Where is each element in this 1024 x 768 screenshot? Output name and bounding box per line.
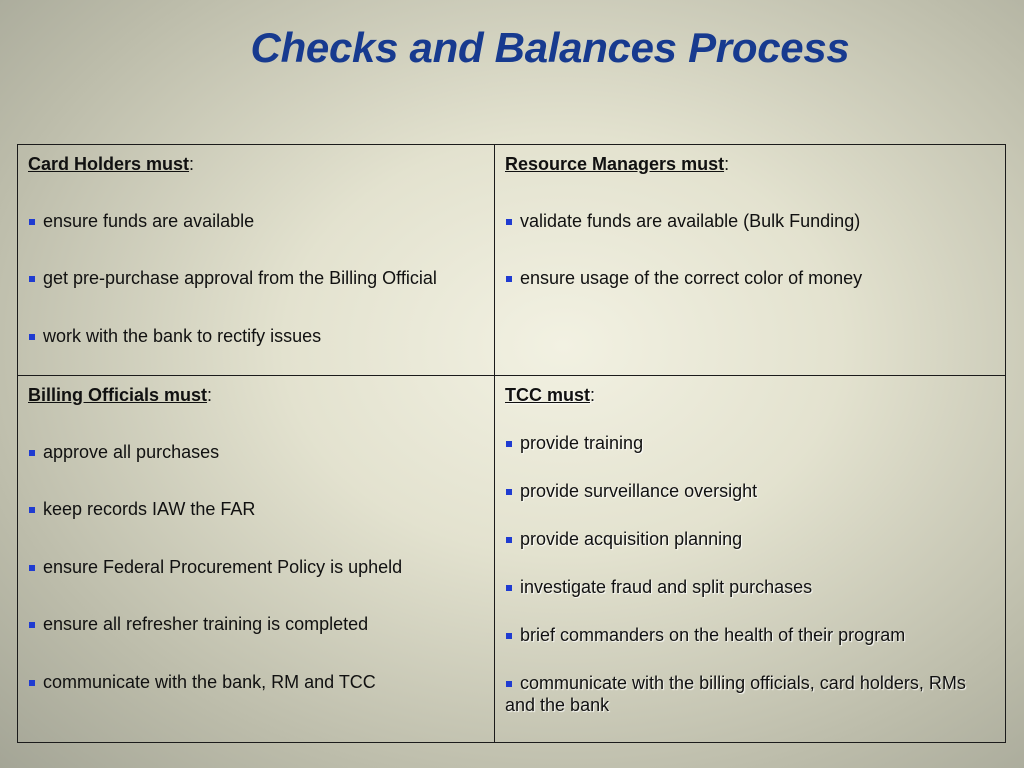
list-item-text: validate funds are available (Bulk Funding) [520, 211, 861, 231]
square-bullet-icon [29, 450, 35, 456]
billing-officials-cell [18, 376, 495, 742]
list-item [505, 624, 995, 646]
square-bullet-icon [506, 219, 512, 225]
billing-officials-heading-colon: : [207, 385, 213, 405]
list-item [28, 671, 484, 693]
list-item [505, 210, 995, 232]
billing-officials-list [28, 441, 484, 693]
square-bullet-icon [29, 622, 35, 628]
square-bullet-icon [506, 585, 512, 591]
list-item-text: investigate fraud and split purchases [520, 577, 813, 597]
list-item [505, 432, 995, 454]
tcc-heading-text: TCC must [505, 385, 590, 405]
square-bullet-icon [506, 441, 512, 447]
square-bullet-icon [29, 680, 35, 686]
card-holders-heading-colon: : [189, 154, 195, 174]
square-bullet-icon [506, 633, 512, 639]
card-holders-list [28, 210, 484, 347]
list-item-text: provide acquisition planning [520, 529, 743, 549]
list-item [505, 480, 995, 502]
list-item-text: ensure all refresher training is completed [43, 614, 369, 635]
list-item-text: communicate with the bank, RM and TCC [43, 671, 376, 692]
list-item-text: keep records IAW the FAR [43, 499, 256, 520]
card-holders-heading-text: Card Holders must [28, 154, 190, 174]
list-item-text: provide surveillance oversight [520, 481, 758, 501]
list-item-text: brief commanders on the health of their program [520, 625, 906, 645]
list-item [28, 210, 484, 232]
tcc-cell [495, 376, 1005, 742]
list-item [28, 613, 484, 635]
billing-officials-heading [28, 384, 484, 406]
tcc-heading [505, 384, 995, 406]
square-bullet-icon [29, 507, 35, 513]
card-holders-cell [18, 145, 495, 376]
resource-managers-list [505, 210, 995, 289]
list-item-text: ensure funds are available [43, 211, 255, 231]
list-item-text: provide training [520, 433, 644, 453]
list-item [28, 498, 484, 520]
square-bullet-icon [506, 489, 512, 495]
list-item [505, 672, 995, 716]
resource-managers-cell [495, 145, 1005, 376]
list-item [28, 267, 484, 289]
list-item [28, 441, 484, 463]
square-bullet-icon [29, 276, 35, 282]
card-holders-heading [28, 153, 484, 175]
list-item-text: work with the bank to rectify issues [43, 325, 322, 346]
list-item [505, 267, 995, 289]
list-item-text: get pre-purchase approval from the Billing Official [43, 268, 437, 289]
tcc-heading-colon: : [590, 385, 596, 405]
list-item-text: ensure Federal Procurement Policy is upheld [43, 556, 403, 577]
square-bullet-icon [29, 219, 35, 225]
list-item-text: communicate with the billing officials, card holders, RMs and the bank [505, 673, 966, 715]
billing-officials-heading-text: Billing Officials must [28, 385, 208, 405]
list-item [28, 556, 484, 578]
list-item-text: ensure usage of the correct color of money [520, 268, 863, 289]
resource-managers-heading-colon: : [724, 154, 730, 174]
list-item [505, 528, 995, 550]
list-item [505, 576, 995, 598]
responsibilities-table [17, 144, 1006, 743]
square-bullet-icon [29, 334, 35, 340]
square-bullet-icon [506, 276, 512, 282]
list-item-text: approve all purchases [43, 442, 220, 462]
slide-title: Checks and Balances Process [250, 24, 850, 71]
list-item [28, 325, 484, 347]
tcc-list [505, 432, 995, 716]
resource-managers-heading-text: Resource Managers must [505, 154, 725, 174]
square-bullet-icon [506, 681, 512, 687]
resource-managers-heading [505, 153, 995, 175]
square-bullet-icon [29, 565, 35, 571]
square-bullet-icon [506, 537, 512, 543]
